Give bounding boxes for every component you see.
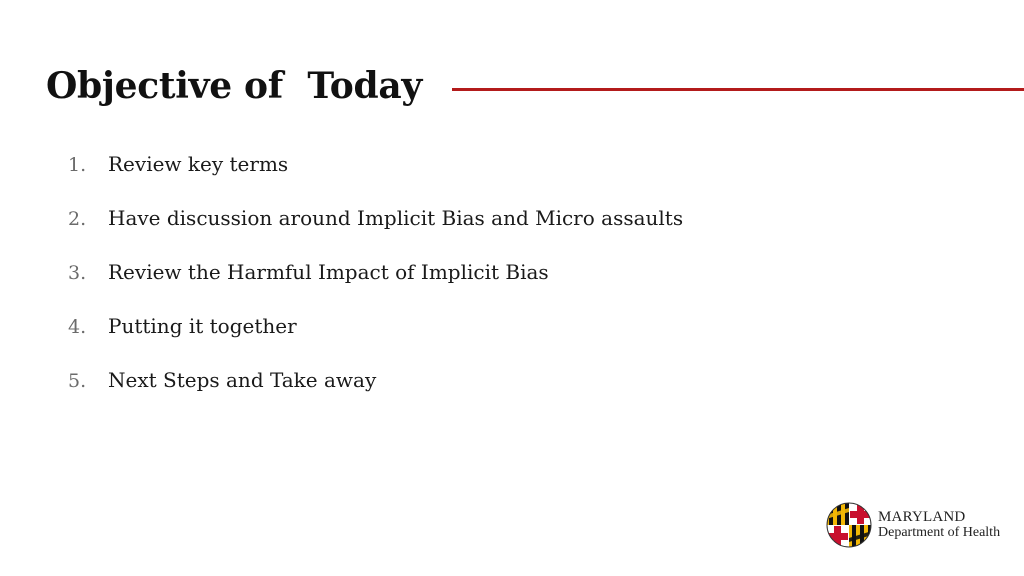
maryland-health-logo (826, 502, 1000, 548)
agenda-item-text: Review the Harmful Impact of Implicit Bias (108, 260, 549, 284)
agenda-item (68, 310, 683, 364)
agenda-item-number: 1. (68, 154, 87, 176)
logo-department-name: Department of Health (878, 525, 1001, 540)
agenda-item-text: Putting it together (108, 314, 297, 338)
agenda-item-number: 2. (68, 208, 87, 230)
agenda-item-number: 5. (68, 370, 87, 392)
agenda-item-text: Have discussion around Implicit Bias and Micro assaults (108, 206, 684, 230)
agenda-item-number: 4. (68, 316, 87, 338)
maryland-flag-seal-icon (826, 502, 872, 548)
agenda-item-number: 3. (68, 262, 87, 284)
agenda-item-text: Review key terms (108, 152, 289, 176)
agenda-item (68, 364, 683, 418)
agenda-item (68, 256, 683, 310)
title-divider-line (452, 88, 1024, 91)
agenda-list (68, 148, 683, 418)
agenda-item (68, 148, 683, 202)
logo-text (878, 509, 1000, 541)
slide-title: Objective of Today (46, 65, 422, 107)
agenda-item (68, 202, 683, 256)
logo-state-name: MARYLAND (878, 509, 966, 525)
agenda-item-text: Next Steps and Take away (108, 368, 377, 392)
